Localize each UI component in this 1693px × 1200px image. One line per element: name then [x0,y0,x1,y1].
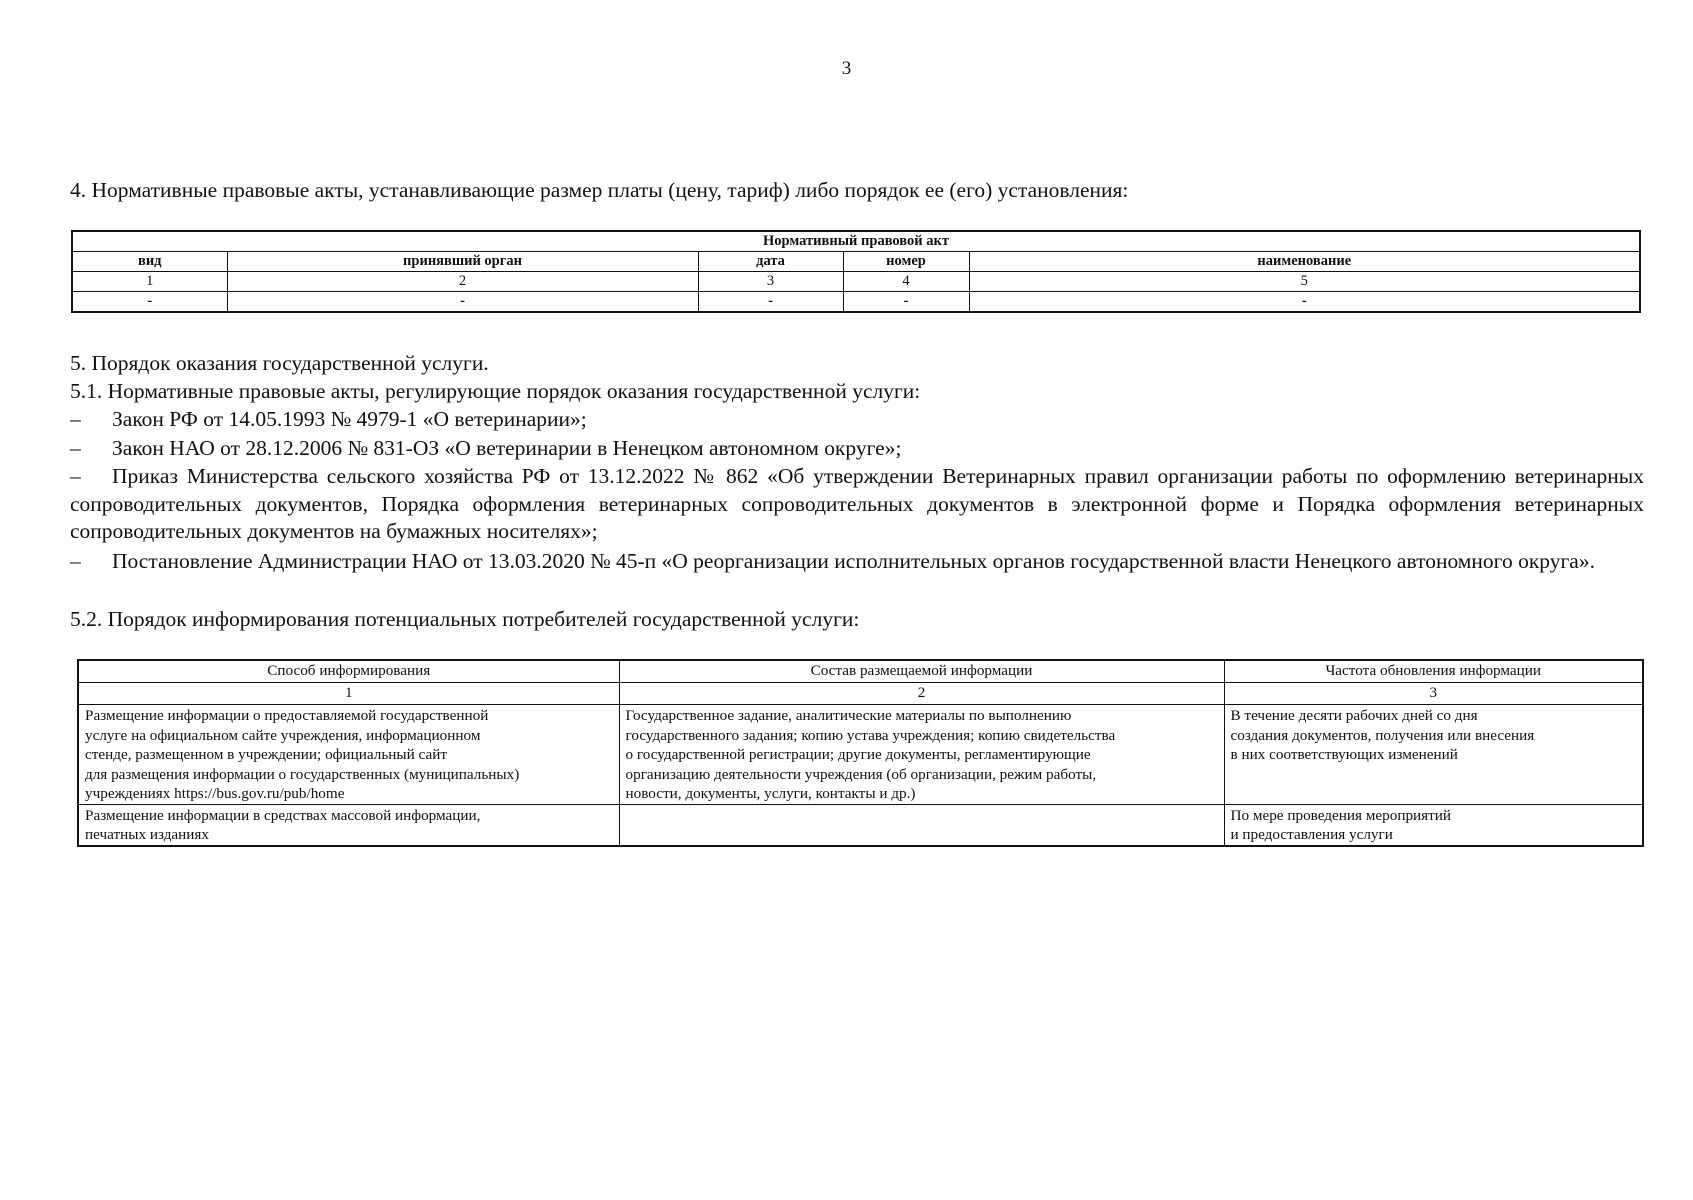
cell-line: организацию деятельности учреждения (об организации, режим работы, [625,765,1097,783]
table-cell-empty: - [969,292,1640,313]
column-number: 3 [1224,683,1643,705]
table-cell-empty: - [843,292,969,313]
column-number: 1 [72,272,227,292]
section-5-1-heading: 5.1. Нормативные правовые акты, регулирующие порядок оказания государственной услуги: [70,379,921,403]
column-header-title: наименование [969,252,1640,272]
table-cell-content [619,804,1224,846]
cell-line: В течение десяти рабочих дней со дня [1230,707,1478,724]
table-cell-empty: - [698,292,843,313]
column-number: 3 [698,272,843,292]
table-cell-empty: - [72,292,227,313]
cell-line: Размещение информации о предоставляемой государственной [85,707,489,724]
table-cell-frequency [1224,804,1643,846]
column-number: 1 [78,683,619,705]
column-header-method: Способ информирования [78,660,619,683]
column-header-date: дата [698,252,843,272]
section-5-2-heading: 5.2. Порядок информирования потенциальных потребителей государственной услуги: [70,607,860,631]
table-cell-method [78,705,619,805]
cell-line: По мере проведения мероприятий [1230,806,1452,824]
informing-table [77,659,1644,847]
list-dash: – [70,407,81,431]
column-header-content: Состав размещаемой информации [619,660,1224,683]
table-row [78,705,1643,805]
law-list-item [70,463,1644,546]
cell-line: о государственной регистрации; другие документы, регламентирующие [625,746,1091,763]
law-list-item [70,548,1644,576]
table-row [78,804,1643,846]
column-number: 2 [227,272,698,292]
list-dash: – [70,464,81,488]
table-cell-frequency [1224,705,1643,805]
list-item-text: Приказ Министерства сельского хозяйства РФ от 13.12.2022 № 862 «Об утверждении Ветеринарных правил организации работы по оформлению ветеринарных сопроводительных документов, Порядка оформления ветеринарных сопроводительных документов в электронной форме и Порядка оформления ветеринарных сопроводительных документов на бумажных носителях»; [70,464,1644,543]
table-group-header: Нормативный правовой акт [72,231,1640,252]
list-item-text: Постановление Администрации НАО от 13.03.2020 № 45-п «О реорганизации исполнительных органов государственной власти Ненецкого автономного округа». [112,549,1595,573]
section-5-heading: 5. Порядок оказания государственной услуги. [70,351,489,375]
column-number: 5 [969,272,1640,292]
column-number: 4 [843,272,969,292]
cell-line: услуге на официальном сайте учреждения, информационном [85,726,481,744]
table-cell-method [78,804,619,846]
list-item-text: Закон РФ от 14.05.1993 № 4979-1 «О ветеринарии»; [112,407,587,431]
column-number: 2 [619,683,1224,705]
cell-line: государственного задания; копию устава учреждения; копию свидетельства [625,726,1116,744]
cell-line: Государственное задание, аналитические материалы по выполнению [625,707,1072,724]
page-number: 3 [841,58,852,79]
list-dash: – [70,549,81,573]
cell-line: создания документов, получения или внесения [1230,726,1535,744]
list-item-text: Закон НАО от 28.12.2006 № 831-ОЗ «О ветеринарии в Ненецком автономном округе»; [112,436,902,460]
cell-line: в них соответствующих изменений [1230,746,1458,763]
column-header-authority: принявший орган [227,252,698,272]
table-cell-empty: - [227,292,698,313]
cell-line: учреждениях https://bus.gov.ru/pub/home [85,785,345,802]
law-list-item [70,405,587,433]
cell-line: стенде, размещенном в учреждении; официальный сайт [85,746,447,763]
cell-line: и предоставления услуги [1230,826,1393,843]
section-4-heading: 4. Нормативные правовые акты, устанавливающие размер платы (цену, тариф) либо порядок ее (его) установления: [70,178,1129,202]
table-cell-content [619,705,1224,805]
normative-acts-table [71,230,1641,313]
cell-line: новости, документы, услуги, контакты и др.) [625,785,916,802]
cell-line: Размещение информации в средствах массовой информации, [85,806,481,824]
list-dash: – [70,436,81,460]
column-header-frequency: Частота обновления информации [1224,660,1643,683]
cell-line: печатных изданиях [85,826,209,843]
law-list-item [70,434,901,462]
column-header-number: номер [843,252,969,272]
column-header-type: вид [72,252,227,272]
cell-line: для размещения информации о государственных (муниципальных) [85,765,520,783]
